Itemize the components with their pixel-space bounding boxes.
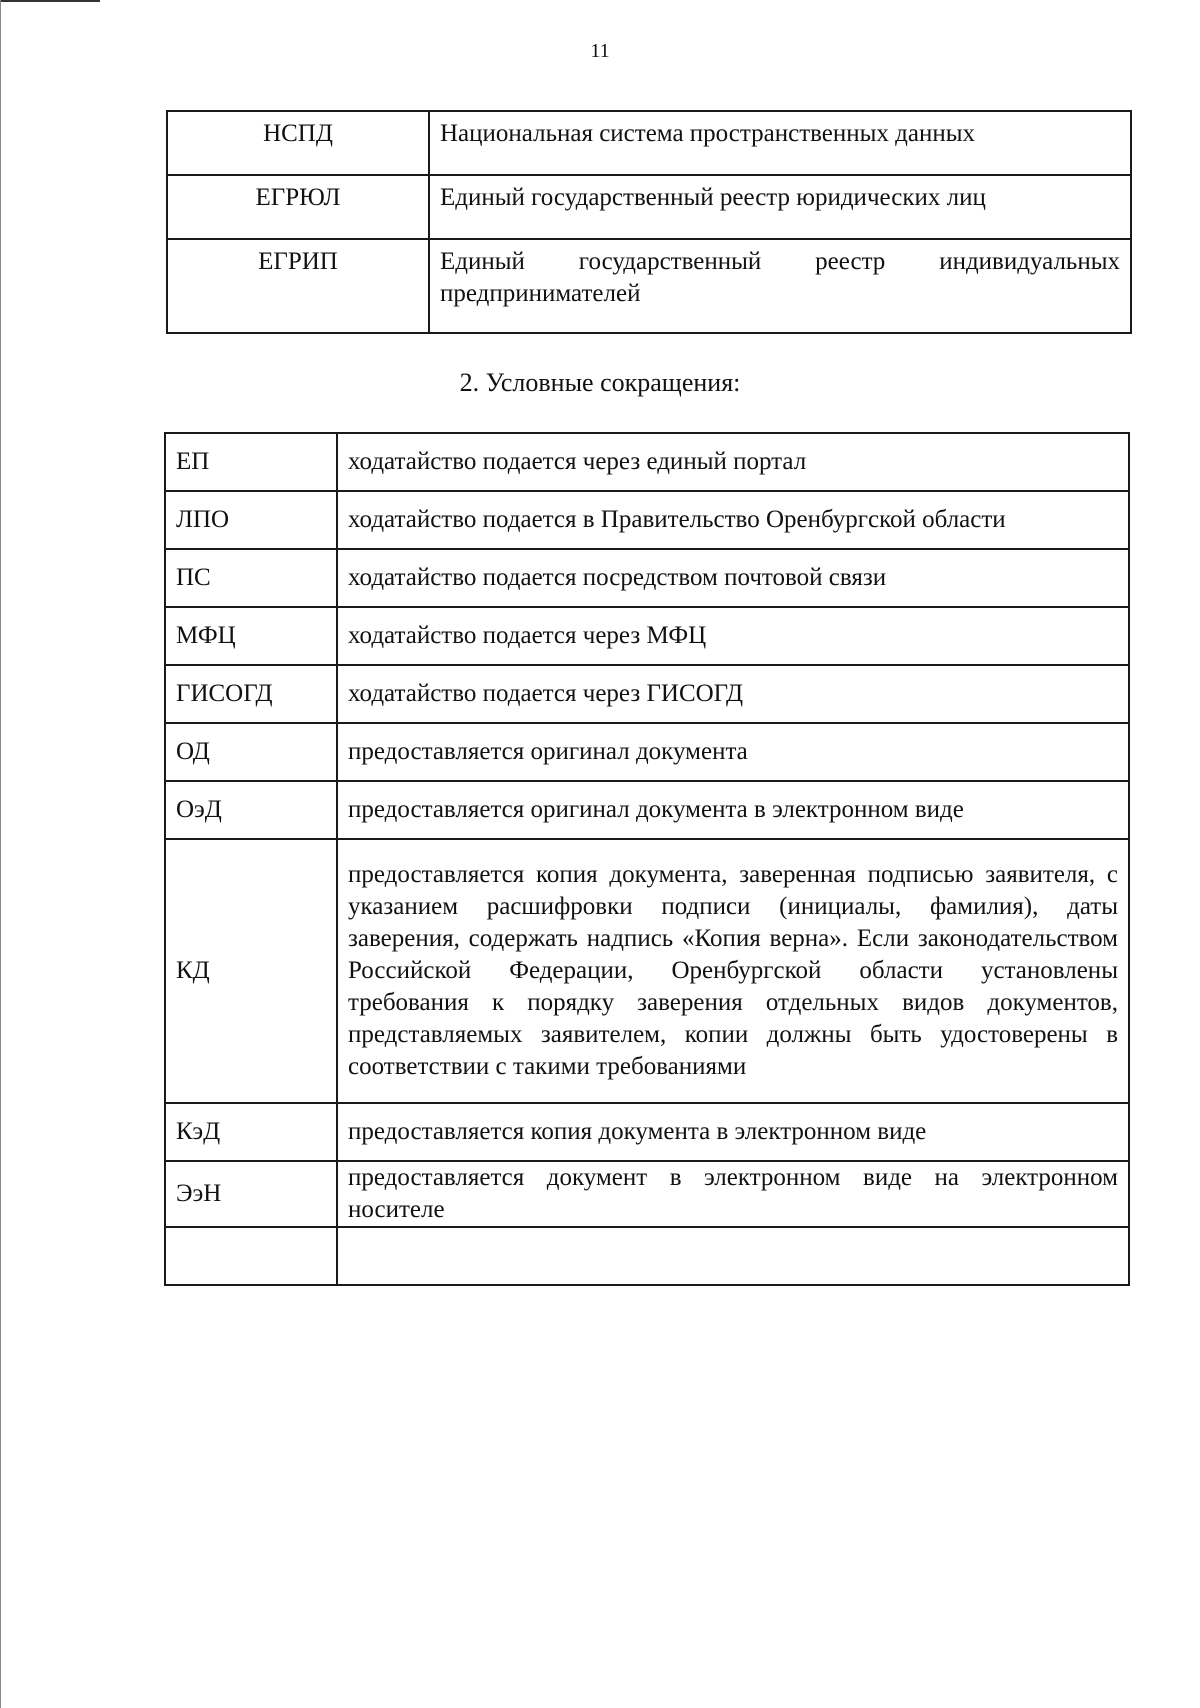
table-row [165, 839, 1129, 1103]
meaning-cell: предоставляется оригинал документа [337, 723, 1129, 781]
meaning-cell: предоставляется оригинал документа в электронном виде [337, 781, 1129, 839]
code-cell: ОД [165, 723, 337, 781]
table-row [165, 607, 1129, 665]
code-cell: ПС [165, 549, 337, 607]
code-cell [165, 1227, 337, 1285]
meaning-cell: ходатайство подается посредством почтовой связи [337, 549, 1129, 607]
meaning-cell: предоставляется копия документа, заверенная подписью заявителя, с указанием расшифровки подписи (инициалы, фамилия), даты заверения, содержать надпись «Копия верна». Если законодательством Российской Федерации, Оренбургской области установлены требования к порядку заверения отдельных видов документов, представляемых заявителем, копии должны быть удостоверены в соответствии с такими требованиями [337, 839, 1129, 1103]
abbreviation-cell: ЕГРЮЛ [167, 175, 429, 239]
table-row [167, 239, 1131, 333]
description-cell: Национальная система пространственных данных [429, 111, 1131, 175]
legend-table [164, 432, 1130, 1286]
meaning-cell [337, 1227, 1129, 1285]
meaning-cell: предоставляется копия документа в электронном виде [337, 1103, 1129, 1161]
meaning-cell: ходатайство подается через единый портал [337, 433, 1129, 491]
abbreviations-table [166, 110, 1132, 334]
code-cell: КэД [165, 1103, 337, 1161]
table-row [165, 723, 1129, 781]
meaning-cell: предоставляется документ в электронном виде на электронном носителе [337, 1161, 1129, 1227]
table-row [165, 781, 1129, 839]
meaning-cell: ходатайство подается в Правительство Оренбургской области [337, 491, 1129, 549]
table-row [165, 433, 1129, 491]
code-cell: ЭэН [165, 1161, 337, 1227]
table-row [167, 175, 1131, 239]
code-cell: ЛПО [165, 491, 337, 549]
table-row [165, 1227, 1129, 1285]
table-row [165, 1161, 1129, 1227]
table-row [165, 549, 1129, 607]
table-row [165, 665, 1129, 723]
scan-line-left-edge [0, 0, 1, 1708]
code-cell: ГИСОГД [165, 665, 337, 723]
description-cell: Единый государственный реестр индивидуальных предпринимателей [429, 239, 1131, 333]
meaning-cell: ходатайство подается через МФЦ [337, 607, 1129, 665]
code-cell: КД [165, 839, 337, 1103]
description-cell: Единый государственный реестр юридических лиц [429, 175, 1131, 239]
code-cell: ЕП [165, 433, 337, 491]
meaning-cell: ходатайство подается через ГИСОГД [337, 665, 1129, 723]
code-cell: ОэД [165, 781, 337, 839]
section-title: 2. Условные сокращения: [459, 368, 741, 397]
abbreviation-cell: ЕГРИП [167, 239, 429, 333]
table-row [165, 1103, 1129, 1161]
abbreviation-cell: НСПД [167, 111, 429, 175]
page-number: 11 [590, 40, 610, 62]
table-row [167, 111, 1131, 175]
scan-line-top-left [0, 0, 100, 2]
table-row [165, 491, 1129, 549]
code-cell: МФЦ [165, 607, 337, 665]
